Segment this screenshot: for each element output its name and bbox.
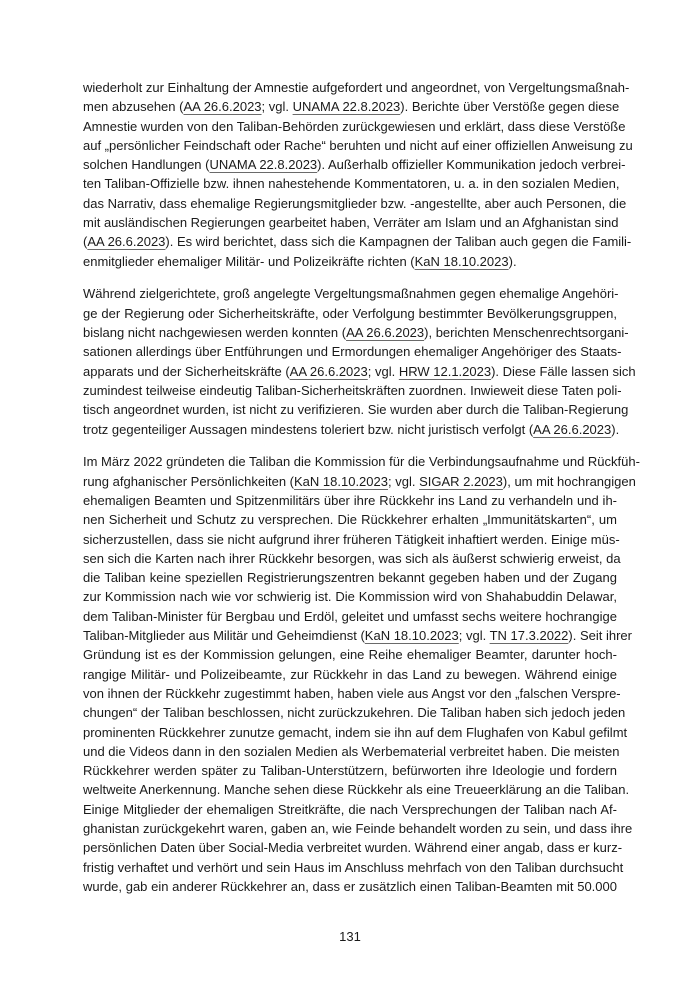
citation-link[interactable]: KaN 18.10.2023 — [414, 253, 509, 269]
text-line — [83, 194, 627, 213]
text-line — [83, 362, 636, 381]
text-segment: enmitglieder ehemaliger Militär- und Polizeikräfte richten ( — [83, 253, 415, 269]
text-segment: ). — [508, 253, 517, 269]
text-segment: Gründung ist es der Kommission gelungen, eine Reihe ehemaliger Beamter, darunter hoch- — [83, 647, 617, 663]
text-line — [83, 780, 630, 799]
text-line — [83, 684, 621, 703]
text-segment: die Taliban keine speziellen Registrierungszentren bekannt gegeben haben und der Zugang — [83, 570, 617, 586]
text-line — [83, 400, 629, 419]
text-segment: ), um mit hochrangigen — [502, 473, 636, 489]
text-segment: Rückkehrer werden später zu Taliban-Unterstützern, befürworten ihre Ideologie und fordern — [83, 763, 617, 779]
text-line — [83, 877, 617, 896]
citation-link[interactable]: AA 26.6.2023 — [183, 99, 262, 115]
text-segment: Während zielgerichtete, groß angelegte Vergeltungsmaßnahmen gegen ehemalige Angehöri- — [83, 286, 619, 302]
text-segment: rangige Militär- und Polizeibeamte, zur Rückkehr in das Land zu bewegen. Während einige — [83, 666, 617, 682]
text-segment: sationen allerdings über Entführungen und Ermordungen ehemaliger Angehöriger des Staats- — [83, 344, 622, 360]
text-line — [83, 304, 617, 323]
text-line — [83, 213, 617, 232]
text-line — [83, 761, 617, 780]
text-segment: ( — [83, 234, 88, 250]
text-line — [83, 665, 617, 684]
text-segment: auf „persönlicher Feindschaft oder Rache“ beruhten und nicht auf einer offiziellen Anweisung zu — [83, 137, 633, 153]
text-segment: sicherzustellen, dass sie nicht aufgrund ihrer früheren Tätigkeit inhaftiert werden. Einige müs- — [83, 531, 620, 547]
text-segment: das Narrativ, dass ehemalige Regierungsmitglieder bzw. -angestellte, aber auch Personen, die — [83, 195, 627, 211]
text-segment: rung afghanischer Persönlichkeiten ( — [83, 473, 295, 489]
text-segment: zumindest teilweise eindeutig Taliban-Sicherheitskräften zuordnen. Inwieweit diese Taten poli- — [83, 382, 622, 398]
text-line — [83, 174, 620, 193]
text-segment: wiederholt zur Einhaltung der Amnestie aufgefordert und angeordnet, von Vergeltungsmaßnah- — [83, 80, 630, 95]
text-segment: ; vgl. — [458, 628, 490, 644]
citation-link[interactable]: UNAMA 22.8.2023 — [292, 99, 401, 115]
text-segment: weltweite Anerkennung. Manche sehen diese Rückkehr als eine Treueerklärung an die Taliban. — [83, 782, 630, 798]
text-line — [83, 838, 623, 857]
text-segment: bislang nicht nachgewiesen werden konnten ( — [83, 325, 347, 341]
citation-link[interactable]: AA 26.6.2023 — [346, 325, 425, 341]
text-segment: solchen Handlungen ( — [83, 157, 210, 173]
text-segment: ten Taliban-Offizielle bzw. ihnen nahestehende Kommentatoren, u. a. in den sozialen Medien, — [83, 176, 620, 192]
text-segment: ge der Regierung oder Sicherheitskräfte, oder Verfolgung bestimmter Bevölkerungsgruppen, — [83, 305, 617, 321]
text-segment: Taliban-Mitglieder aus Militär und Geheimdienst ( — [83, 628, 365, 644]
text-segment: Im März 2022 gründeten die Taliban die Kommission für die Verbindungsaufnahme und Rückfüh- — [83, 454, 640, 470]
text-segment: ). Diese Fälle lassen sich — [491, 363, 636, 379]
text-line — [83, 723, 628, 742]
paragraph — [83, 78, 633, 271]
text-segment: nen Sicherheit und Schutz zu versprechen. Die Rückkehrer erhalten „Immunitätskarten“, um — [83, 512, 617, 528]
paragraph — [83, 452, 640, 896]
text-line — [83, 491, 617, 510]
citation-link[interactable]: KaN 18.10.2023 — [364, 628, 459, 644]
text-line — [83, 568, 617, 587]
document-body — [83, 78, 640, 910]
text-line — [83, 97, 620, 116]
text-segment: ; vgl. — [387, 473, 420, 489]
text-segment: ; vgl. — [367, 363, 399, 379]
text-line — [83, 78, 630, 97]
text-line — [83, 117, 626, 136]
paragraph — [83, 284, 636, 438]
text-segment: und die Videos dann in den sozialen Medien als Werbematerial verbreitet haben. Die meisten — [83, 743, 620, 759]
text-segment: ). Außerhalb offizieller Kommunikation jedoch verbrei- — [317, 157, 626, 173]
text-segment: men abzusehen ( — [83, 99, 184, 115]
text-segment: von ihnen der Rückkehr zugestimmt haben, haben viele aus Angst vor den „falschen Verspre- — [83, 685, 621, 701]
text-segment: ), berichten Menschenrechtsorgani- — [424, 325, 629, 341]
text-line — [83, 800, 617, 819]
citation-link[interactable]: AA 26.6.2023 — [87, 234, 166, 250]
text-line — [83, 645, 617, 664]
text-line — [83, 626, 632, 645]
text-segment: prominenten Rückkehrer zunutze gemacht, indem sie ihn auf dem Flughafen von Kabul gefilmt — [83, 724, 628, 740]
text-segment: dem Taliban-Minister für Bergbau und Erdöl, geleitet und umfasst sechs weitere hochrangige — [83, 608, 617, 624]
text-line — [83, 323, 629, 342]
text-line — [83, 472, 636, 491]
text-line — [83, 703, 626, 722]
text-segment: tisch angeordnet wurden, ist nicht zu verifizieren. Sie wurden aber durch die Taliban-Regierung — [83, 402, 629, 418]
text-segment: zur Kommission nach wie vor schwierig ist. Die Kommission wird von Shahabuddin Delawar, — [83, 589, 617, 605]
text-segment: mit ausländischen Regierungen gearbeitet haben, Verräter am Islam und an Afghanistan sind — [83, 215, 619, 231]
text-segment: Amnestie wurden von den Taliban-Behörden zurückgewiesen und erklärt, dass diese Verstöße — [83, 118, 626, 134]
text-segment: ehemaligen Beamten und Spitzenmilitärs über ihre Rückkehr ins Land zu verhandeln und ih- — [83, 492, 617, 508]
text-line — [83, 136, 633, 155]
text-line — [83, 342, 622, 361]
citation-link[interactable]: AA 26.6.2023 — [533, 421, 612, 437]
citation-link[interactable]: SIGAR 2.2023 — [419, 473, 503, 489]
text-segment: ). — [611, 421, 620, 437]
text-line — [83, 819, 633, 838]
page-number: 131 — [339, 929, 361, 944]
text-segment: wurde, gab ein anderer Rückkehrer an, dass er zusätzlich einen Taliban-Beamten mit 50.000 — [83, 878, 617, 894]
text-segment: ). Seit ihrer — [568, 628, 632, 644]
text-line — [83, 420, 620, 439]
citation-link[interactable]: UNAMA 22.8.2023 — [209, 157, 318, 173]
text-line — [83, 858, 624, 877]
citation-link[interactable]: KaN 18.10.2023 — [294, 473, 388, 489]
text-line — [83, 452, 640, 471]
text-line — [83, 742, 620, 761]
text-segment: chungen“ der Taliban beschlossen, nicht zurückzukehren. Die Taliban haben sich jedoch jeden — [83, 705, 626, 721]
text-line — [83, 530, 620, 549]
text-segment: ). Es wird berichtet, dass sich die Kampagnen der Taliban auch gegen die Famili- — [165, 234, 632, 250]
text-line — [83, 232, 632, 251]
text-line — [83, 587, 617, 606]
text-line — [83, 252, 617, 271]
text-line — [83, 549, 621, 568]
text-segment: Einige Mitglieder der ehemaligen Streitkräfte, die nach Versprechungen der Taliban nach Af- — [83, 801, 617, 817]
text-segment: ghanistan zurückgekehrt waren, gaben an, wie Feinde behandelt worden zu sein, und dass ihre — [83, 820, 633, 836]
text-segment: ). Berichte über Verstöße gegen diese — [400, 99, 620, 115]
text-line — [83, 381, 622, 400]
text-segment: ; vgl. — [261, 99, 293, 115]
citation-link[interactable]: HRW 12.1.2023 — [398, 363, 492, 379]
text-segment: apparats und der Sicherheitskräfte ( — [83, 363, 290, 379]
text-segment: fristig verhaftet und verhört und sein Haus im Anschluss mehrfach von den Taliban durchsucht — [83, 859, 624, 875]
text-segment: trotz gegenteiliger Aussagen mindestens toleriert bzw. nicht juristisch verfolgt ( — [83, 421, 534, 437]
text-line — [83, 607, 617, 626]
citation-link[interactable]: TN 17.3.2022 — [489, 628, 569, 644]
text-segment: persönlichen Daten über Social-Media verbreitet wurden. Während einer angab, dass er kurz- — [83, 840, 623, 856]
text-line — [83, 155, 626, 174]
text-segment: sen sich die Karten nach ihrer Rückkehr besorgen, was sich als äußerst schwierig erweist, da — [83, 550, 621, 566]
text-line — [83, 284, 617, 303]
text-line — [83, 510, 617, 529]
citation-link[interactable]: AA 26.6.2023 — [289, 363, 368, 379]
